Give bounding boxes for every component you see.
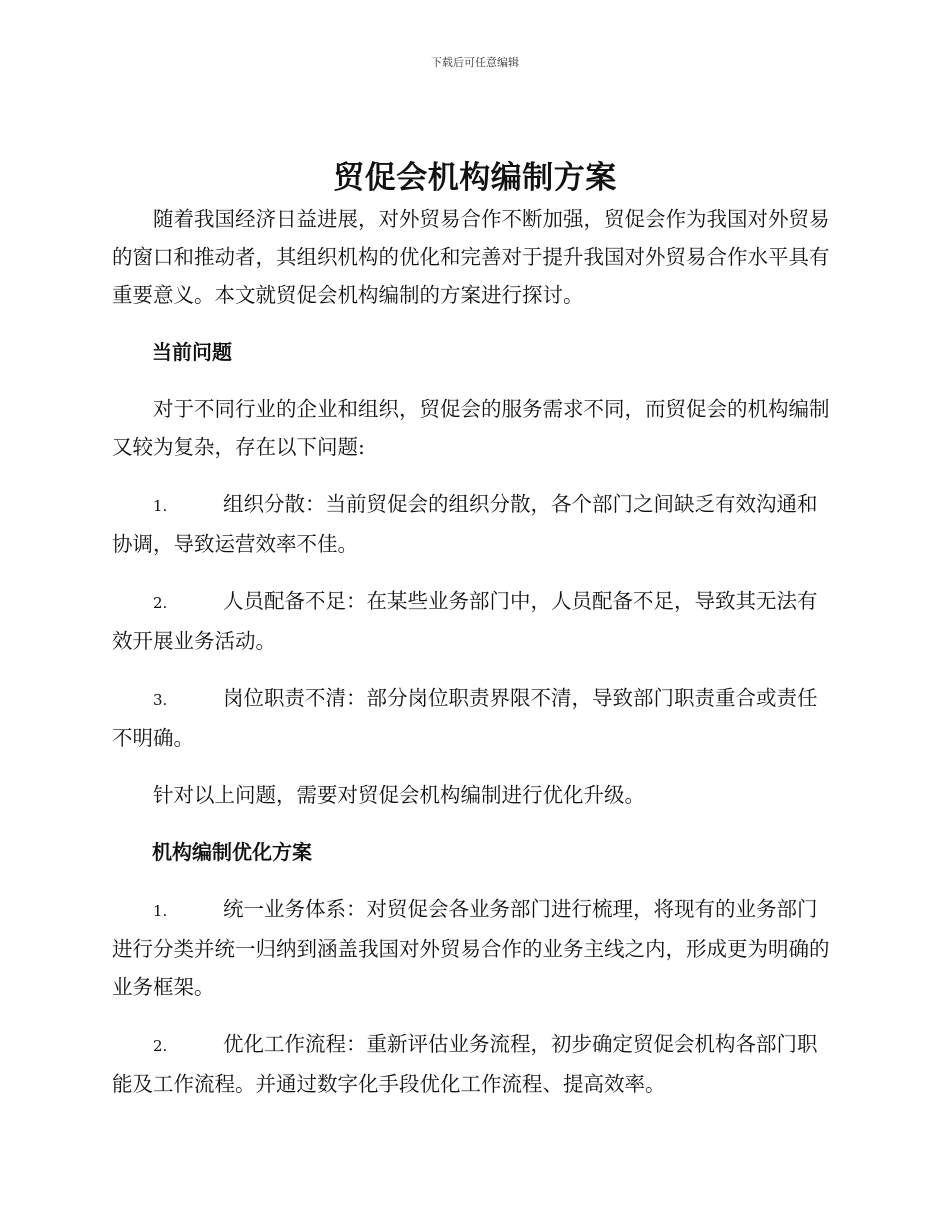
document-body: [112, 200, 834, 1103]
list-item: [112, 679, 834, 757]
section1-closing-paragraph: 针对以上问题，需要对贸促会机构编制进行优化升级。: [153, 783, 645, 807]
list-item-text: 组织分散：当前贸促会的组织分散，各个部门之间缺乏有效沟通和协调，导致运营效率不佳。: [112, 492, 818, 556]
list-item-number: 2.: [153, 594, 168, 612]
list-item: [112, 485, 834, 563]
section1-lead-paragraph: 对于不同行业的企业和组织，贸促会的服务需求不同，而贸促会的机构编制又较为复杂，存在以下问题:: [112, 397, 830, 459]
list-item-number: 3.: [153, 691, 168, 709]
intro-paragraph: 随着我国经济日益进展，对外贸易合作不断加强，贸促会作为我国对外贸易的窗口和推动者，其组织机构的优化和完善对于提升我国对外贸易合作水平具有重要意义。本文就贸促会机构编制的方案进行探讨。: [112, 207, 830, 307]
list-item-number: 1.: [153, 902, 168, 920]
page-header-note: 下载后可任意编辑: [431, 56, 519, 69]
list-item-text: 统一业务体系：对贸促会各业务部门进行梳理，将现有的业务部门进行分类并统一归纳到涵盖我国对外贸易合作的业务主线之内，形成更为明确的业务框架。: [112, 897, 830, 999]
list-item-text: 人员配备不足：在某些业务部门中，人员配备不足，导致其无法有效开展业务活动。: [112, 589, 818, 653]
section-heading-current-issues: 当前问题: [152, 340, 232, 364]
section-heading-optimization-plan: 机构编制优化方案: [152, 840, 312, 864]
list-item-text: 优化工作流程：重新评估业务流程，初步确定贸促会机构各部门职能及工作流程。并通过数字化手段优化工作流程、提高效率。: [112, 1032, 818, 1096]
list-item: [112, 890, 834, 1006]
list-item-text: 岗位职责不清：部分岗位职责界限不清，导致部门职责重合或责任不明确。: [112, 686, 818, 750]
list-item-number: 1.: [153, 497, 168, 515]
document-title: 贸促会机构编制方案: [333, 160, 617, 196]
list-item: [112, 1025, 834, 1103]
list-item: [112, 582, 834, 660]
list-item-number: 2.: [153, 1037, 168, 1055]
